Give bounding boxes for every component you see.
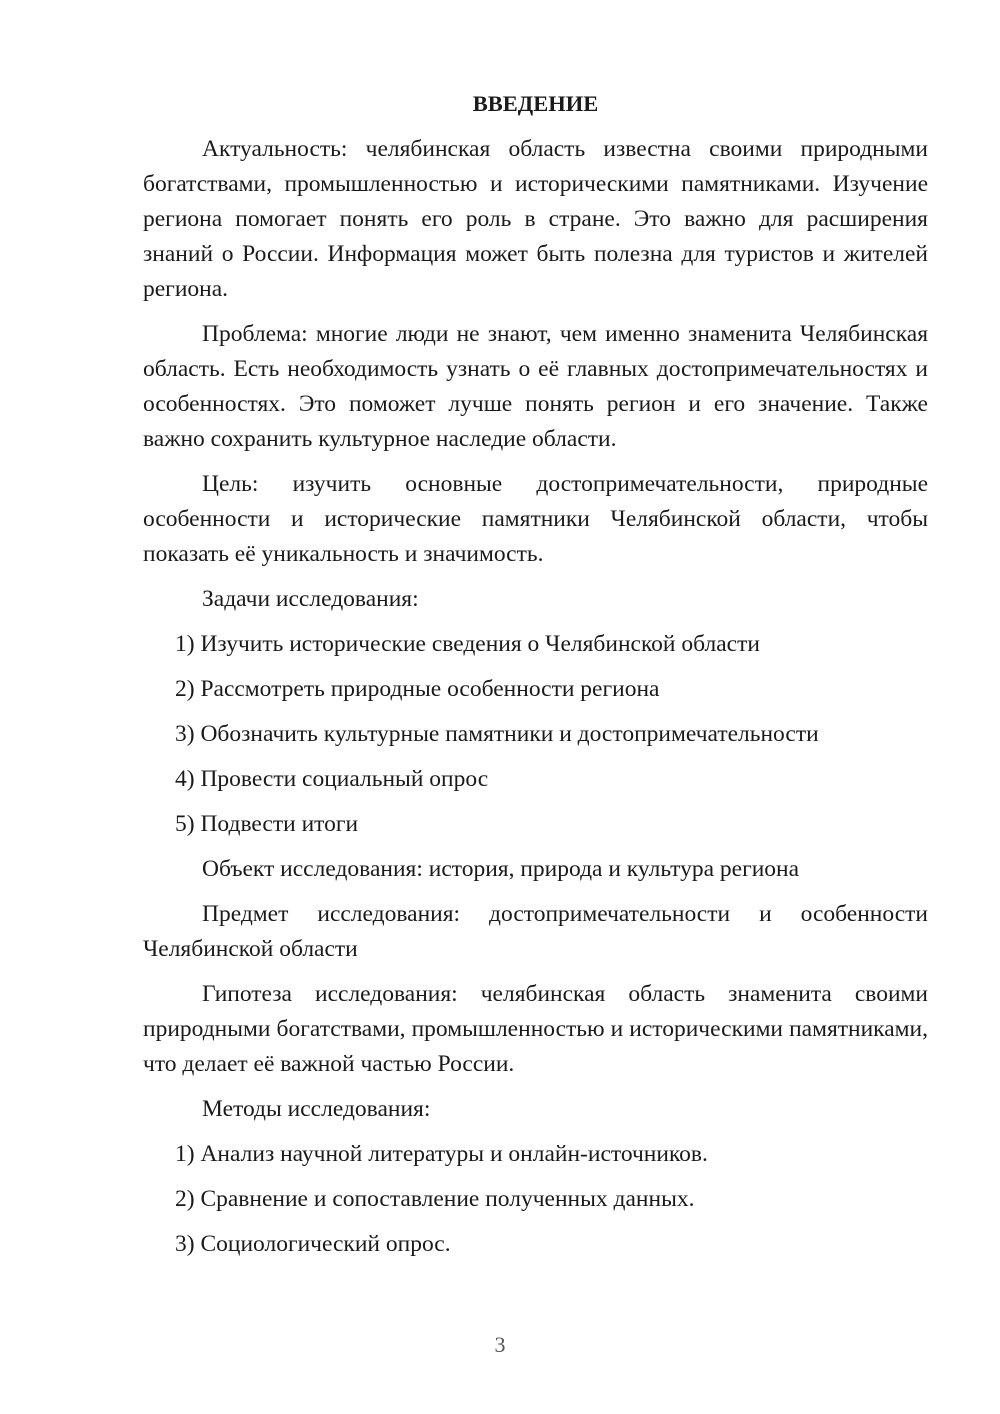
task-item: 3) Обозначить культурные памятники и достопримечательности — [175, 721, 819, 747]
tasks-heading: Задачи исследования: — [202, 586, 419, 612]
subject-paragraph: Предмет исследования: достопримечательности и особенности Челябинской области — [143, 901, 928, 962]
method-item: 1) Анализ научной литературы и онлайн-источников. — [175, 1141, 708, 1167]
task-item: 4) Провести социальный опрос — [175, 766, 489, 792]
methods-heading: Методы исследования: — [202, 1096, 431, 1122]
task-item: 5) Подвести итоги — [175, 811, 359, 837]
method-item: 3) Социологический опрос. — [175, 1231, 451, 1257]
task-item: 1) Изучить исторические сведения о Челябинской области — [175, 631, 760, 657]
page-title: ВВЕДЕНИЕ — [472, 91, 599, 116]
document-page — [143, 88, 928, 1272]
relevance-paragraph: Актуальность: челябинская область известна своими природными богатствами, промышленностью и историческими памятниками. Изучение региона помогает понять его роль в стране. Это важно для расширения знаний о России. Информация может быть полезна для туристов и жителей региона. — [143, 136, 928, 302]
object-paragraph: Объект исследования: история, природа и культура региона — [202, 856, 800, 882]
methods-list — [143, 1137, 928, 1262]
problem-paragraph: Проблема: многие люди не знают, чем именно знаменита Челябинская область. Есть необходимость узнать о её главных достопримечательностях и особенностях. Это поможет лучше понять регион и его значение. Также важно сохранить культурное наследие области. — [143, 321, 928, 452]
hypothesis-paragraph: Гипотеза исследования: челябинская область знаменита своими природными богатствами, промышленностью и историческими памятниками, что делает её важной частью России. — [143, 981, 928, 1077]
task-item: 2) Рассмотреть природные особенности региона — [175, 676, 660, 702]
method-item: 2) Сравнение и сопоставление полученных данных. — [175, 1186, 695, 1212]
page-number: 3 — [494, 1332, 506, 1357]
tasks-list — [143, 627, 928, 842]
goal-paragraph: Цель: изучить основные достопримечательности, природные особенности и исторические памятники Челябинской области, чтобы показать её уникальность и значимость. — [143, 471, 928, 567]
